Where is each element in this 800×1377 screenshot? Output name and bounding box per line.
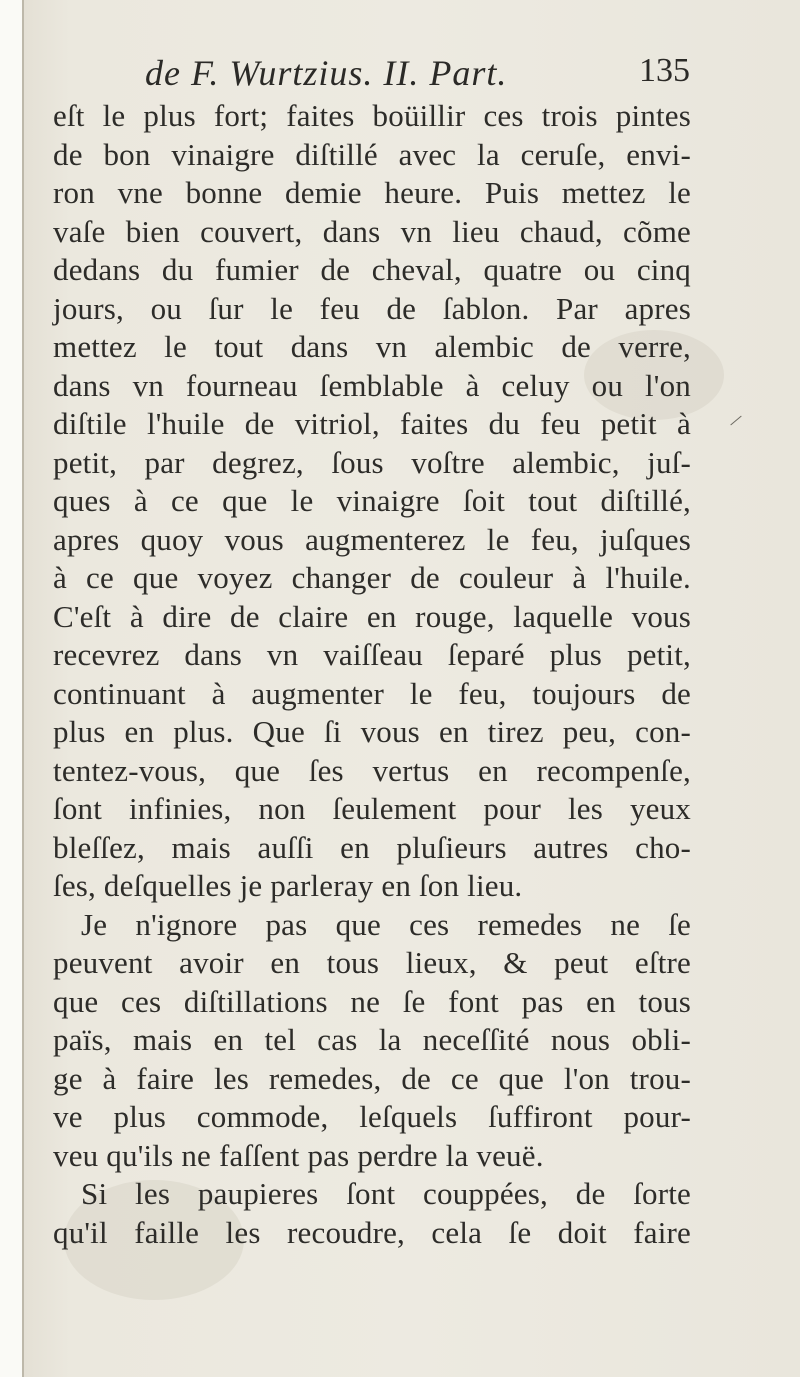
text-line: eſt le plus fort; faites boüillir ces trois pintes: [53, 98, 691, 133]
text-line: ron vne bonne demie heure. Puis mettez le: [53, 175, 691, 210]
text-line: dedans du fumier de cheval, quatre ou cinq: [53, 252, 691, 287]
text-line: dans vn fourneau ſemblable à celuy ou l'on: [53, 367, 691, 403]
text-line: ſont infinies, non ſeulement pour les yeux: [53, 791, 691, 826]
text-line: à ce que voyez changer de couleur à l'huile.: [53, 560, 691, 595]
text-line: ques à ce que le vinaigre ſoit tout diſtillé,: [53, 483, 691, 518]
text-line: C'eſt à dire de claire en rouge, laquelle vous: [53, 598, 691, 634]
text-line: ge à faire les remedes, de ce que l'on trou-: [53, 1060, 691, 1096]
paragraph-first-line: Je n'ignore pas que ces remedes ne ſe: [81, 906, 691, 942]
text-line: de bon vinaigre diſtillé avec la ceruſe, envi-: [53, 136, 691, 172]
body-text: [53, 97, 691, 1252]
text-line: païs, mais en tel cas la neceſſité nous obli-: [53, 1022, 691, 1057]
text-line: vaſe bien couvert, dans vn lieu chaud, cõme: [53, 213, 691, 249]
text-line: petit, par degrez, ſous voſtre alembic, juſ-: [53, 444, 691, 480]
page-gutter: [0, 0, 24, 1377]
running-header: [145, 52, 690, 102]
text-line: ſes, deſquelles je parleray en ſon lieu.: [53, 868, 523, 903]
text-line: ve plus commode, leſquels ſuffiront pour-: [53, 1099, 691, 1134]
running-title: de F. Wurtzius. II. Part.: [145, 53, 508, 93]
page-number: 135: [639, 52, 690, 89]
text-line: veu qu'ils ne faſſent pas perdre la veuë.: [53, 1137, 544, 1173]
text-line: apres quoy vous augmenterez le feu, juſques: [53, 521, 691, 557]
text-line: recevrez dans vn vaiſſeau ſeparé plus petit,: [53, 637, 691, 672]
text-line: continuant à augmenter le feu, toujours de: [53, 675, 691, 711]
paragraph-first-line: Si les paupieres ſont couppées, de ſorte: [81, 1176, 691, 1211]
ink-mark: [730, 416, 741, 426]
text-line: mettez le tout dans vn alembic de verre,: [53, 329, 691, 364]
text-line: diſtile l'huile de vitriol, faites du feu petit à: [53, 406, 691, 441]
text-line: peuvent avoir en tous lieux, & peut eſtre: [53, 945, 691, 980]
text-line: plus en plus. Que ſi vous en tirez peu, con-: [53, 714, 691, 749]
text-line: bleſſez, mais auſſi en pluſieurs autres cho-: [53, 829, 691, 865]
text-line: qu'il faille les recoudre, cela ſe doit faire: [53, 1214, 691, 1250]
text-line: jours, ou ſur le feu de ſablon. Par apres: [53, 290, 691, 326]
text-line: que ces diſtillations ne ſe font pas en tous: [53, 983, 691, 1019]
text-line: tentez-vous, que ſes vertus en recompenſe,: [53, 752, 691, 788]
